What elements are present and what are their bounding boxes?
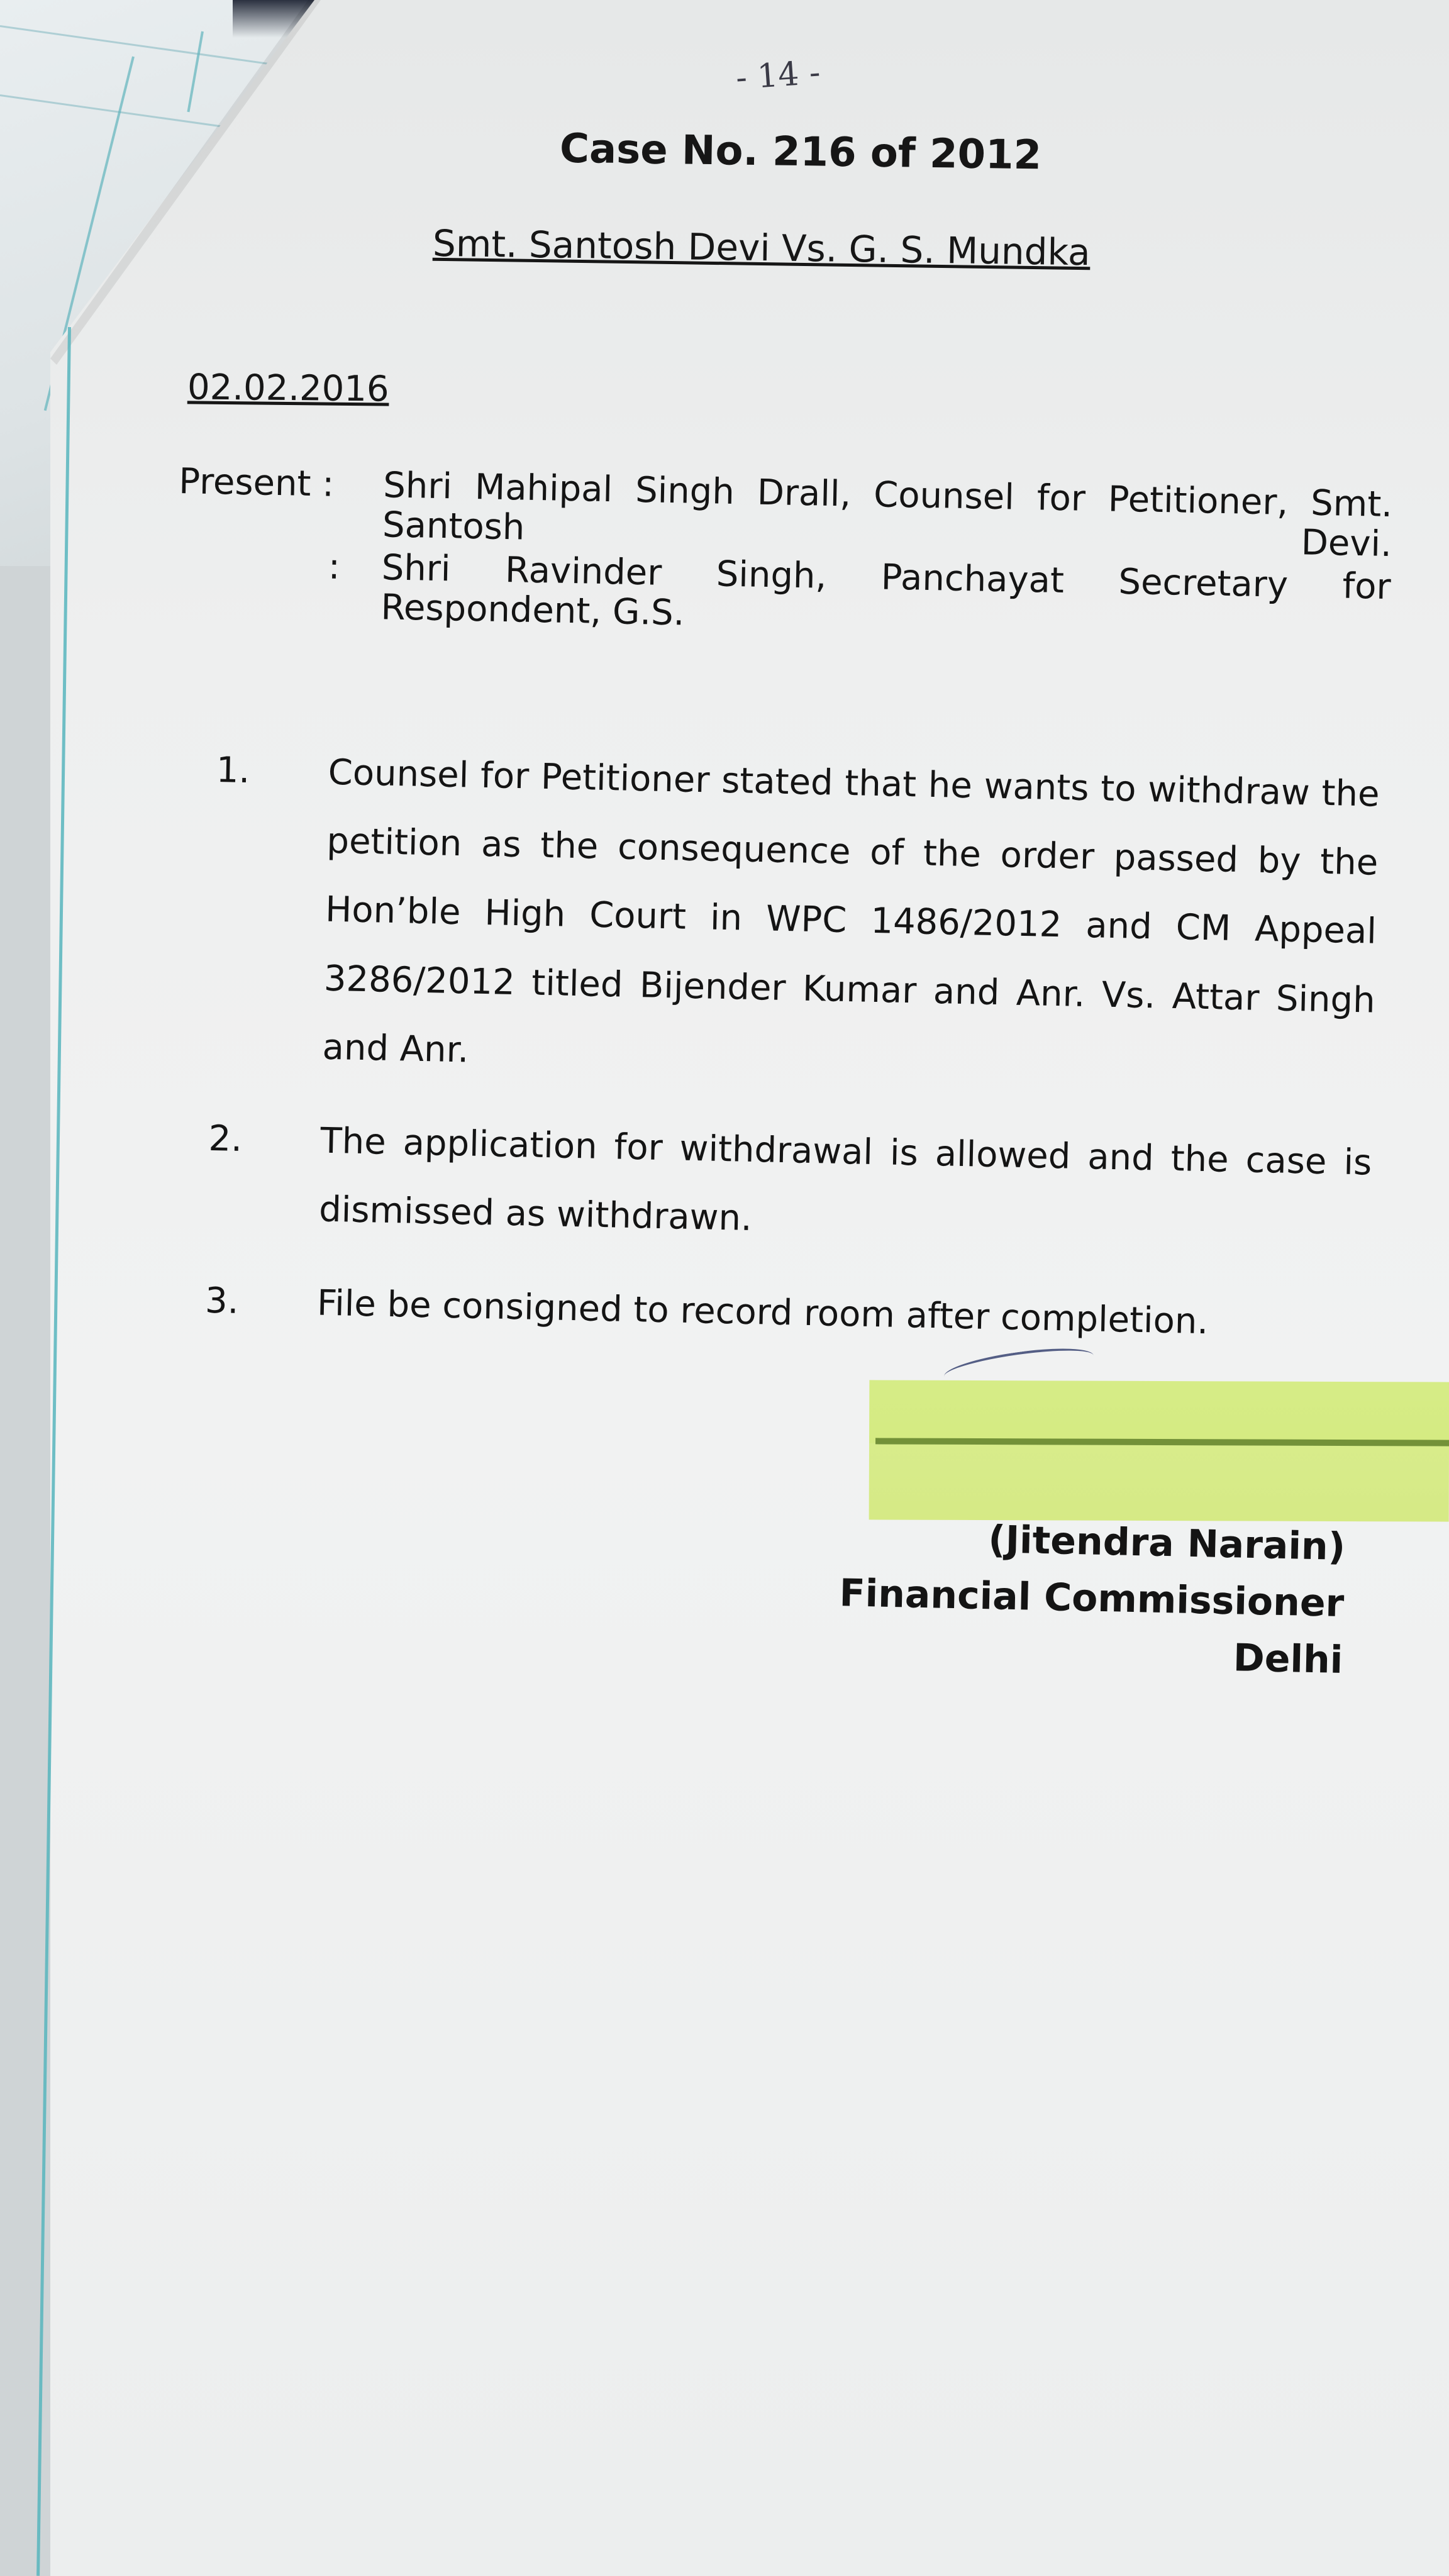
item-text: File be consigned to record room after completion. [316,1282,1209,1343]
list-item [206,1104,1372,1266]
list-item [210,736,1380,1104]
item-text: The application for withdrawal is allowed and the case is dismissed as withdrawn. [318,1120,1372,1240]
present-entry-text: Shri Ravinder Singh, Panchayat Secretary for Respondent, G.S. [380,547,1392,634]
order-items [204,736,1380,1385]
present-label: Present : [178,461,335,505]
list-item [204,1267,1369,1360]
item-number: 2. [208,1118,243,1160]
present-block [176,462,1393,651]
handwritten-page-number: - 14 - [735,53,822,97]
signatory-designation: Financial Commissioner [838,1571,1345,1626]
order-date: 02.02.2016 [187,367,389,410]
sticky-note-fold [869,1443,1449,1521]
item-text: Counsel for Petitioner stated that he wants to withdraw the petition as the consequence of the order passed by the Hon’ble High Court in WPC 1486/2012 and CM Appeal 3286/2012 titled Bijender Kumar and Anr. Vs. Attar Singh and Anr. [321,752,1380,1071]
case-title: Case No. 216 of 2012 [559,125,1042,179]
present-entry-text: Shri Mahipal Singh Drall, Counsel for Petitioner, Smt. Santosh Devi. [382,465,1393,565]
signature-block [802,1507,1346,1689]
case-parties: Smt. Santosh Devi Vs. G. S. Mundka [432,221,1091,274]
signatory-name: (Jitendra Narain) [987,1518,1346,1569]
item-number: 3. [204,1280,240,1323]
sticky-note [869,1380,1449,1521]
item-number: 1. [216,749,250,792]
underlying-page-margin [187,31,204,113]
signatory-place: Delhi [1233,1636,1344,1682]
present-separator-mark: : [328,547,341,588]
present-separator [176,545,382,628]
